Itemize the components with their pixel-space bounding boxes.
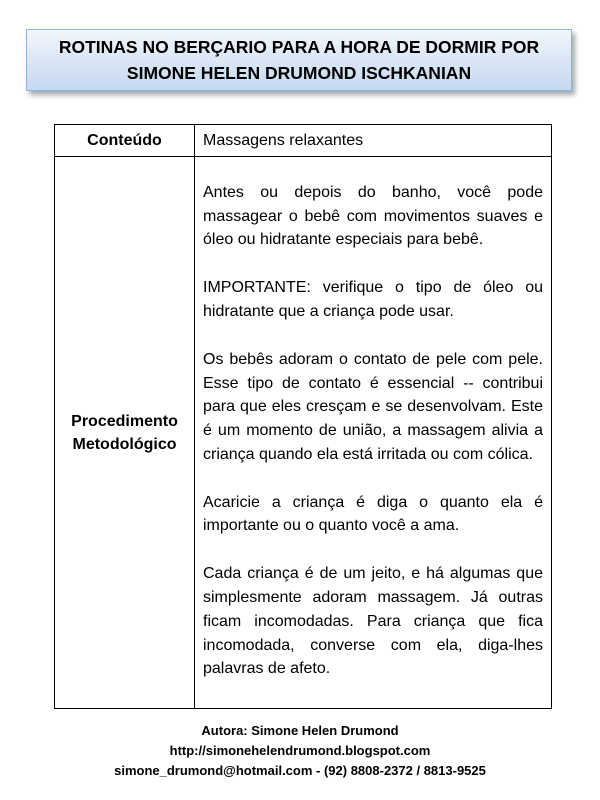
paragraph-bath-massage: Antes ou depois do banho, você pode massagear o bebê com movimentos suaves e óleo ou hidratante especiais para bebê.	[203, 183, 543, 249]
footer-blog-link[interactable]: http://simonehelendrumond.blogspot.com	[169, 743, 431, 758]
table-row-header	[55, 125, 552, 157]
title-line-1: ROTINAS NO BERÇARIO PARA A HORA DE DORMIR POR	[58, 37, 540, 57]
procedure-label-cell	[55, 157, 195, 709]
paragraph-each-child: Cada criança é de um jeito, e há algumas que simplesmente adoram massagem. Já outras ficam incomodadas. Para criança que fica incomodada, converse com ela, diga-lhes palavras de afeto.	[203, 565, 543, 678]
paragraph-skin-contact: Os bebês adoram o contato de pele com pele. Esse tipo de contato é essencial -- contribui para que eles cresçam e se desenvolvam. Este é um momento de união, a massagem alivia a criança quando ela está irritada ou com cólica.	[203, 350, 543, 463]
content-table	[54, 124, 552, 709]
paragraph-caress: Acaricie a criança é diga o quanto ela é importante ou o quanto você a ama.	[203, 493, 543, 535]
title-banner	[26, 29, 572, 91]
footer-author: Autora: Simone Helen Drumond	[201, 723, 399, 738]
table-row-procedure	[55, 157, 552, 709]
header-label-cell: Conteúdo	[55, 125, 195, 157]
paragraph-important: IMPORTANTE: verifique o tipo de óleo ou hidratante que a criança pode usar.	[203, 279, 543, 320]
footer-contact: simone_drumond@hotmail.com - (92) 8808-2372 / 8813-9525	[114, 763, 486, 778]
procedure-label-line-2: Metodológico	[72, 435, 177, 453]
title-line-2: SIMONE HELEN DRUMOND ISCHKANIAN	[126, 63, 472, 83]
procedure-text-cell	[195, 157, 552, 709]
page-title	[27, 34, 571, 86]
header-value-cell: Massagens relaxantes	[195, 125, 552, 157]
footer	[0, 721, 600, 781]
procedure-label-line-1: Procedimento	[71, 412, 178, 430]
